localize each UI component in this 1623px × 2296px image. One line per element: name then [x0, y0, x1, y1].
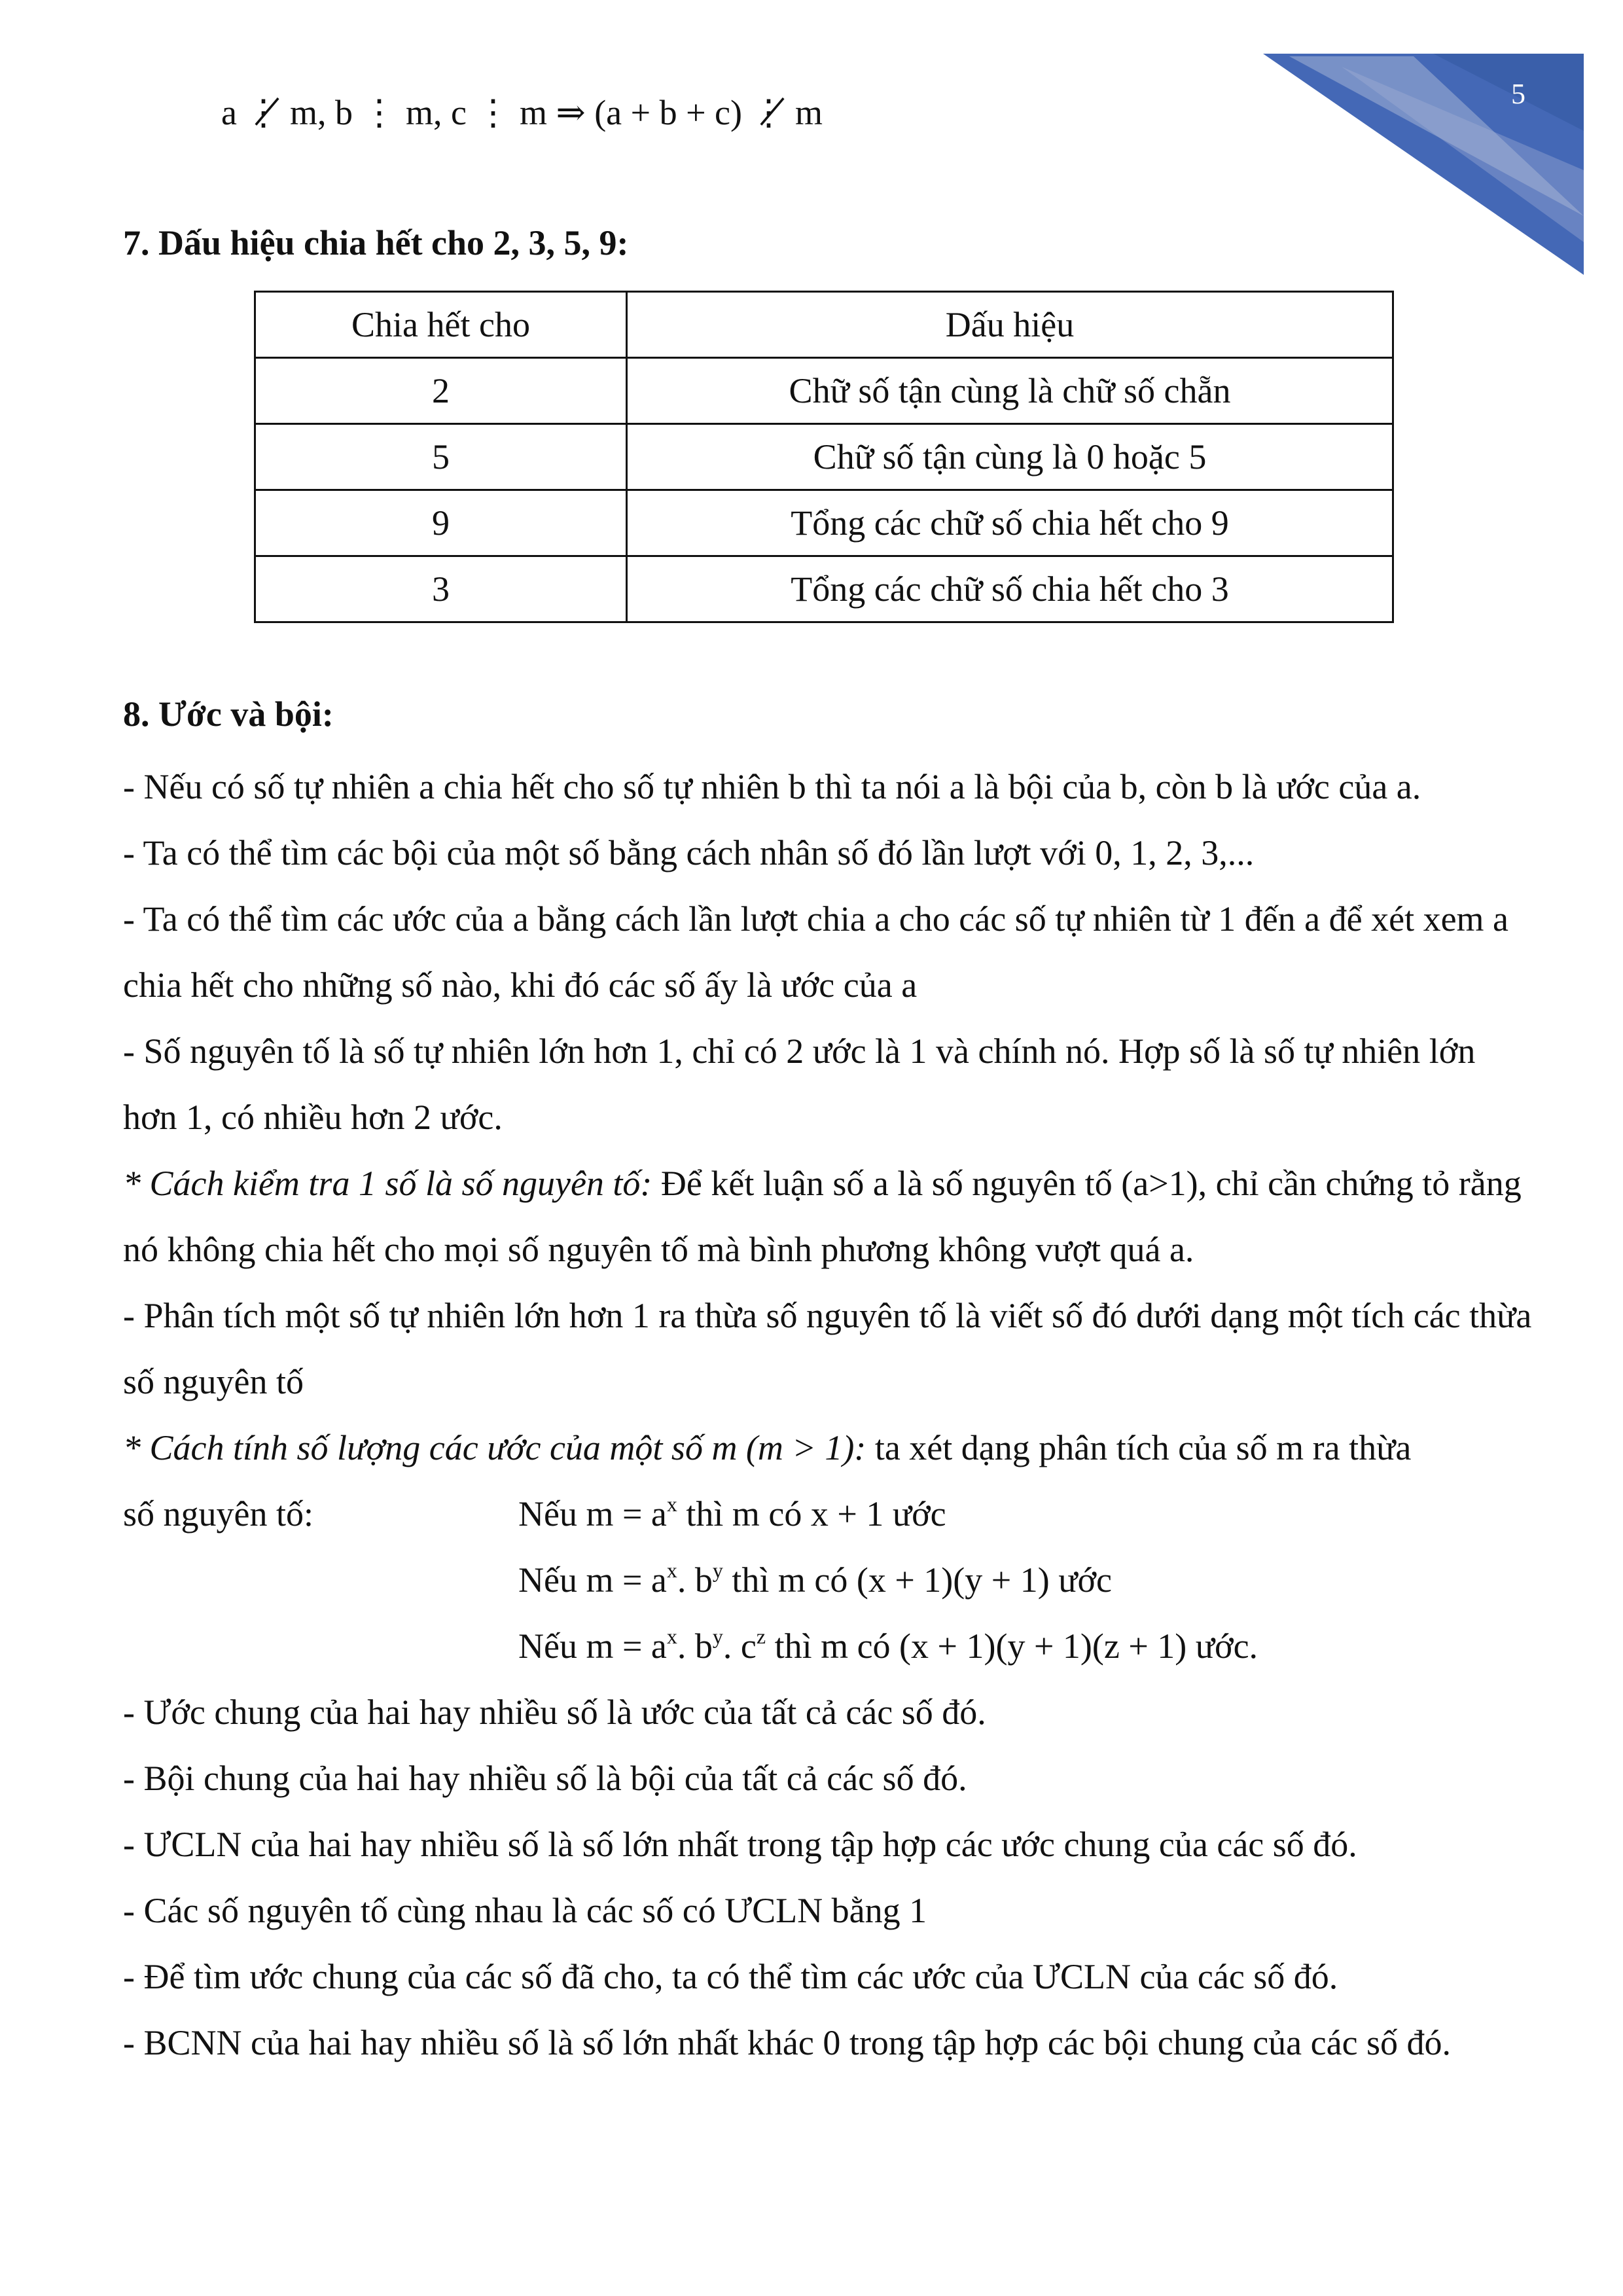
- paragraph: - Bội chung của hai hay nhiều số là bội của tất cả các số đó.: [123, 1759, 967, 1798]
- italic-lead: * Cách tính số lượng các ước của một số m (m > 1):: [123, 1428, 866, 1467]
- divisibility-table: [254, 291, 1394, 623]
- paragraph: - Ta có thể tìm các ước của a bằng cách lần lượt chia a cho các số tự nhiên từ 1 đến a để xét xem a chia hết cho những số nào, khi đó các số ấy là ước của a: [123, 899, 1509, 1005]
- paragraph: - Để tìm ước chung của các số đã cho, ta có thể tìm các ước của ƯCLN của các số đó.: [123, 1957, 1338, 1996]
- formula-text: Nếu m = a: [518, 1560, 667, 1600]
- table-cell: Tổng các chữ số chia hết cho 3: [627, 556, 1393, 622]
- section-8-body: [123, 754, 1537, 2076]
- table-cell: 3: [255, 556, 627, 622]
- table-cell: 9: [255, 490, 627, 556]
- formula-text: . b: [677, 1560, 713, 1600]
- table-cell: 5: [255, 424, 627, 490]
- formula-text: Nếu m = a: [518, 1626, 667, 1666]
- paragraph: [123, 1151, 1537, 1283]
- paragraph-text: Để kết luận số a là số nguyên tố (a>1), chỉ cần chứng tỏ rằng nó không chia hết cho mọi số nguyên tố mà bình phương không vượt quá a.: [123, 1164, 1522, 1269]
- section-8-heading: 8. Ước và bội:: [123, 694, 334, 734]
- italic-lead: * Cách kiểm tra 1 số là số nguyên tố:: [123, 1164, 652, 1203]
- paragraph: - Nếu có số tự nhiên a chia hết cho số tự nhiên b thì ta nói a là bội của b, còn b là ước của a.: [123, 767, 1421, 806]
- paragraph: - Ước chung của hai hay nhiều số là ước của tất cả các số đó.: [123, 1693, 986, 1732]
- table-row: [255, 424, 1393, 490]
- paragraph: - Số nguyên tố là số tự nhiên lớn hơn 1, chỉ có 2 ước là 1 và chính nó. Hợp số là số tự nhiên lớn hơn 1, có nhiều hơn 2 ước.: [123, 1031, 1476, 1137]
- table-row: [255, 358, 1393, 424]
- exponent: x: [666, 1492, 677, 1516]
- formula-text: . b: [677, 1626, 713, 1666]
- formula-line: [123, 1613, 1537, 1679]
- table-row: [255, 556, 1393, 622]
- table-cell: Chữ số tận cùng là 0 hoặc 5: [627, 424, 1393, 490]
- paragraph-text: ta xét dạng phân tích của số m ra thừa: [866, 1428, 1412, 1467]
- page-number: 5: [1511, 78, 1525, 110]
- formula-text: . c: [722, 1626, 757, 1666]
- formula-text: Nếu m = a: [518, 1494, 667, 1534]
- table-row: [255, 490, 1393, 556]
- paragraph: - Phân tích một số tự nhiên lớn hơn 1 ra thừa số nguyên tố là viết số đó dưới dạng một tích các thừa số nguyên tố: [123, 1296, 1532, 1401]
- formula-text: thì m có (x + 1)(y + 1)(z + 1) ước.: [766, 1626, 1258, 1666]
- formula-text: thì m có x + 1 ước: [677, 1494, 946, 1534]
- formula-line: [123, 1481, 1537, 1547]
- exponent: z: [756, 1624, 766, 1648]
- exponent: x: [666, 1558, 677, 1582]
- table-header-cell: Chia hết cho: [255, 292, 627, 358]
- divisibility-formula: a ⋮̸ m, b ⋮ m, c ⋮ m ⇒ (a + b + c) ⋮̸ m: [221, 93, 823, 132]
- exponent: y: [712, 1558, 723, 1582]
- table-header-cell: Dấu hiệu: [627, 292, 1393, 358]
- paragraph: [123, 1415, 1537, 1481]
- paragraph: - Ta có thể tìm các bội của một số bằng cách nhân số đó lần lượt với 0, 1, 2, 3,...: [123, 833, 1255, 872]
- table-cell: Chữ số tận cùng là chữ số chẵn: [627, 358, 1393, 424]
- paragraph: - BCNN của hai hay nhiều số là số lớn nhất khác 0 trong tập hợp các bội chung của các số đó.: [123, 2023, 1452, 2062]
- table-header-row: [255, 292, 1393, 358]
- formula-text: thì m có (x + 1)(y + 1) ước: [722, 1560, 1112, 1600]
- table-cell: Tổng các chữ số chia hết cho 9: [627, 490, 1393, 556]
- paragraph-text: số nguyên tố:: [123, 1494, 313, 1534]
- exponent: y: [712, 1624, 723, 1648]
- exponent: x: [666, 1624, 677, 1648]
- formula-line: [123, 1547, 1537, 1613]
- table-cell: 2: [255, 358, 627, 424]
- paragraph: - ƯCLN của hai hay nhiều số là số lớn nhất trong tập hợp các ước chung của các số đó.: [123, 1825, 1357, 1864]
- paragraph: - Các số nguyên tố cùng nhau là các số có ƯCLN bằng 1: [123, 1891, 927, 1930]
- section-7-heading: 7. Dấu hiệu chia hết cho 2, 3, 5, 9:: [123, 223, 629, 262]
